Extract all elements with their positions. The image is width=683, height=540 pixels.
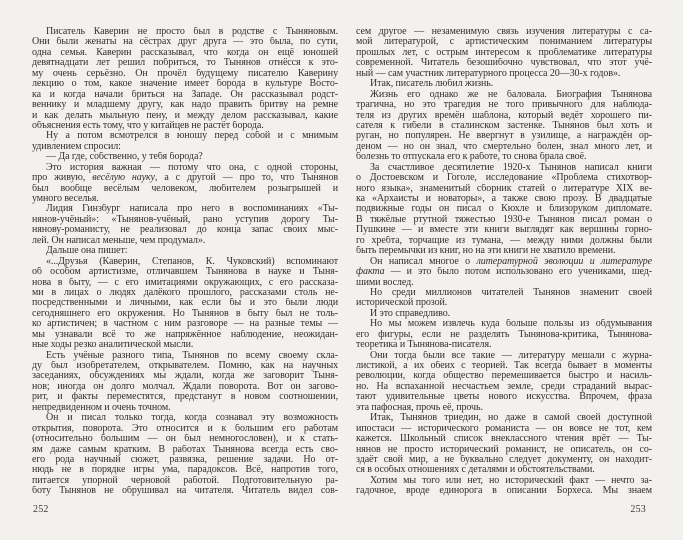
text-line: прошлых лет, с острым интересом к проблематике литературы [356, 47, 652, 58]
text-line: веннику и младшему другу, как надо править бритву на ремне [32, 100, 338, 111]
text-line: ка и когда начали бриться на Западе. Он рассказывал родст- [32, 89, 338, 100]
text-line: шими вослед. [356, 277, 414, 288]
text-line: Итак, Тынянов триедин, но даже в самой своей доступной [370, 413, 652, 424]
text-line: ный — сам участник литературного процесса 20—30-х годов». [356, 68, 621, 79]
text-line: Это история важная — потому что она, с одной стороны, [46, 162, 338, 173]
text-line: болезнь то отпускала его к работе, то снова брала своё. [356, 152, 587, 163]
text-line: нянов не просто исторический романист, не описатель, он со- [356, 444, 652, 455]
text-line: эта пафосная, прочь её, прочь. [356, 402, 483, 413]
text-line: ные ходы резко аналитической мысли. [32, 340, 194, 351]
italic-text-run: весёлую науку [92, 173, 155, 184]
text-line: Он и писал только тогда, когда сознавал эту возможность [46, 413, 338, 424]
paragraph [32, 27, 338, 131]
paragraph [356, 27, 652, 79]
text-line: Писатель Каверин не просто был в родстве с Тыняновым. [46, 27, 338, 37]
italic-text-run: факта [356, 267, 385, 278]
text-line: девятнадцати лет решил побриться, то Тынянов отнёсся к это- [32, 58, 338, 69]
text-line: (относительно большим — он был немногословен), и к стать- [32, 434, 338, 445]
page-number-left: 252 [33, 504, 49, 515]
text-line: листикой, а их обеих с теорией. Так всегда бывает в моменты [356, 361, 652, 371]
text-line: умного веселья. [32, 194, 99, 204]
text-line: ного языка», знаменитый сборник статей о литературе XIX ве- [356, 183, 652, 194]
text-line: мы узнавали всё то же напряжённое наблюдение, неожидан- [32, 329, 338, 340]
text-line [32, 173, 338, 183]
text-line: здаёт свой мир, а не буквально следует документу, он находит- [356, 454, 652, 465]
text-line: боту Тынянов не обрушивал на читателя. Читатель видел сов- [32, 486, 338, 497]
text-line: Жизнь его однако же не баловала. Биография Тынянова [370, 89, 652, 100]
text-line: ся в особых отношениях с деталями и обстоятельствами. [356, 465, 595, 476]
text-line: — Да где, собственно, у тебя борода? [46, 152, 203, 163]
text-line: гадочное, вроде единорога в описании Борхеса. Мы знаем [356, 486, 652, 497]
text-line: лекцию о том, какое значение имеет борода в культуре Восто- [32, 79, 338, 90]
paragraph [32, 257, 338, 351]
text-line [356, 267, 652, 277]
text-line: Ну а потом всмотрелся в юношу перед собой и с мнимым [46, 131, 338, 142]
text-line: нюдь не в порядке игры ума, парадоксов. Всё, напротив того, [32, 465, 338, 476]
text-run: — и это было потом использовано его учениками, шед- [384, 267, 652, 278]
text-line: мой литературой, с артистическим пониманием литературы [356, 37, 652, 48]
text-line: рит, и факты переместятся, предстанут в новом соотношении, [32, 392, 338, 403]
text-line: сем другое — незаменимую связь изучения литературы с са- [356, 27, 652, 37]
text-line: был вообще весёлым человеком, любителем розыгрышей и [32, 183, 338, 194]
text-line: его рода научный сюжет, развязка, решение задачи. Но от- [32, 454, 338, 465]
text-line: ду был изобретателем, открывателем. Помню, как на научных [32, 361, 338, 371]
paragraph [356, 257, 652, 288]
text-line: ми в лицах о людях далёкого прошлого, рассказами столь не- [32, 287, 338, 298]
text-line: кажется. Школьный список внеклассного чтения врёт — Ты- [356, 434, 652, 445]
text-line: Но мы можем извлечь куда больше пользы из обдумывания [370, 319, 652, 330]
text-line: удивлением спросил: [32, 141, 121, 152]
paragraph [356, 319, 652, 350]
text-line: питается упорной черновой работой. Подготовительную ра- [32, 475, 338, 486]
text-line: нянову-романисту, не реализовал до конца запас своих мыс- [32, 225, 338, 236]
paragraph [32, 204, 338, 246]
paragraph [356, 351, 652, 414]
text-line: Но среди миллионов читателей Тынянов знаменит своей [370, 287, 652, 298]
paragraph [356, 79, 652, 89]
text-line: руган, но популярен. Не ввергнут в узилище, а награждён ор- [356, 131, 652, 142]
text-line: «...Друзья (Каверин, Степанов, К. Чуковский) вспоминают [46, 256, 338, 267]
paragraph [32, 131, 338, 152]
text-line: нова в быту, — с его имитациями окружающих, с его рассказа- [32, 277, 338, 288]
text-line: Они были женаты на сёстрах друг друга — это была, по сути, [32, 37, 338, 48]
text-line: Дальше она пишет: [46, 246, 128, 257]
text-line: трагична, но это трагедия не того привычного для наблюда- [356, 100, 652, 111]
text-line: заседаниях, обсуждениях мы ждали, когда же заговорит Тыня- [32, 371, 338, 382]
text-line: непредвиденном и очень точном. [32, 402, 171, 413]
text-run: про живую, [32, 173, 93, 184]
text-line: Хотим мы того или нет, но исторический факт — нечто за- [370, 475, 652, 486]
italic-text-run: литературной эволюции и литературе [476, 256, 652, 267]
paragraph [32, 246, 338, 256]
text-line: За счастливое десятилетие 1920-х Тынянов написал книги [370, 162, 652, 173]
text-line: теля из других времён шаблона, который ведёт хорошего пи- [356, 110, 652, 121]
paragraph [356, 163, 652, 257]
text-line: деном — но он знал, что смертельно болен, знал много лет, и [356, 141, 652, 152]
text-line: революции, когда общество перемешивается быстро и насиль- [356, 371, 652, 382]
text-line: подвижные годы он писал о Кюхле и близоруком дипломате. [356, 204, 652, 215]
text-line: Есть учёные разного типа, Тынянов по всему своему скла- [46, 350, 338, 361]
text-line: нянов-учёный»: «Тынянов-учёный, рано уступив дорогу Ты- [32, 214, 338, 225]
text-line: тают удивительные цветы нового искусства. Впрочем, фраза [356, 392, 652, 403]
text-line: ка «Архаисты и новаторы», а также свою прозу. В двадцатые [356, 194, 652, 204]
text-line: ям даже самым кратким. В работах Тынянова всегда есть сво- [32, 444, 338, 455]
text-line: объяснения есть тому, что у китайцев не растёт борода. [32, 120, 264, 131]
page-left-text [32, 27, 338, 497]
text-line: но. На вспаханной несчастьем земле, среди страданий вырас- [356, 381, 652, 392]
text-line: В тяжёлые ртутной тяжестью 1930-е Тынянов писал роман о [356, 214, 652, 225]
text-line: посредственными и личными, как если бы и это были люди [32, 298, 338, 309]
paragraph [32, 163, 338, 205]
text-line: Пушкине — и вместе эти книги выглядят как вершины горно- [356, 225, 652, 236]
text-line: лей. Он написал меньше, чем продумал». [32, 235, 206, 246]
text-line: Лидия Гинзбург написала про него в воспоминаниях «Ты- [46, 204, 338, 215]
text-line: исторической прозой. [356, 298, 448, 309]
text-line: ипостаси — исторического романиста — он вовсе не тот, кем [356, 423, 652, 434]
text-line: И это справедливо. [370, 308, 451, 319]
text-line [356, 257, 652, 267]
paragraph [32, 152, 338, 162]
paragraph [32, 413, 338, 497]
text-line: о Достоевском и Гоголе, исследование «Проблема стихотвор- [356, 173, 652, 184]
text-line: сегодняшнего его окружения. Но Тынянов в быту был не толь- [32, 308, 338, 319]
paragraph [356, 309, 652, 319]
text-line: и как делать мыльную пену, и между делом рассказывал, какие [32, 110, 338, 121]
paragraph [356, 90, 652, 163]
page-number-right: 253 [630, 504, 646, 515]
text-line: его фигуры, если не разделять Тынянова-критика, Тынянова- [356, 329, 652, 340]
text-line: об особом артистизме, отличавшем Тынянова в науке и Тыня- [32, 267, 338, 278]
text-line: му очень серьёзно. Он прочёл будущему писателю Каверину [32, 68, 338, 79]
page-right-text [356, 27, 652, 497]
paragraph [356, 288, 652, 309]
text-run: Он написал многое о [370, 256, 477, 267]
text-line: современной. Читатель безошибочно чувствовал, что этот учё- [356, 58, 652, 69]
text-line: быть перемычки из книг, но на эти книги не хватило времени. [356, 246, 616, 257]
text-line: Они тогда были все такие — литературу мешали с журна- [370, 350, 652, 361]
text-line: Итак, писатель любил жизнь. [370, 79, 494, 90]
text-line: сателя к гибели в сталинском застенке. Тынянов был хоть и [356, 120, 652, 131]
text-line: ко артистичен; в частном с ним разговоре — на разные темы — [32, 319, 338, 330]
text-line: нов; иногда он долго молчал. Ждали поворота. Вот он загово- [32, 381, 338, 392]
text-line: теоретика и Тынянова-писателя. [356, 340, 492, 351]
paragraph [32, 351, 338, 414]
text-line: открытия, поворота. Это относится и к большим его работам [32, 423, 338, 434]
paragraph [356, 476, 652, 497]
paragraph [356, 413, 652, 476]
text-line: одна семья. Каверин рассказывал, что когда он ещё юношей [32, 47, 338, 58]
text-line: го хребта, торчащие из тумана, — между ними должны были [356, 235, 652, 246]
text-run: , а с другой — про то, что Тынянов [154, 173, 338, 184]
